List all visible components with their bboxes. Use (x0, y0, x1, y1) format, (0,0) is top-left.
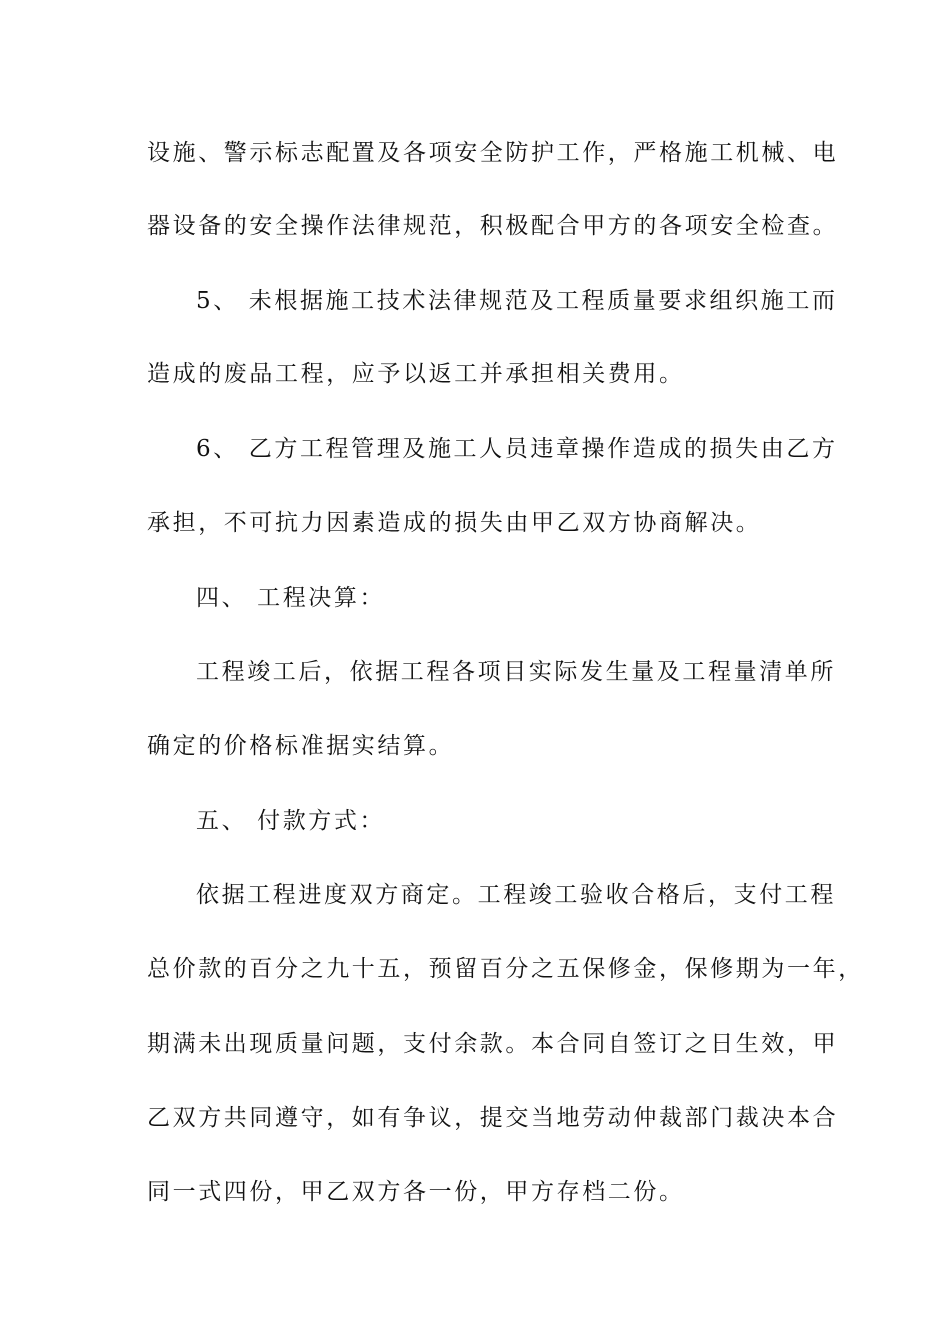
text-line: 器设备的安全操作法律规范，积极配合甲方的各项安全检查。 (147, 213, 839, 239)
text-line: 同一式四份，甲乙双方各一份，甲方存档二份。 (147, 1179, 685, 1205)
text-line: 期满未出现质量问题，支付余款。本合同自签订之日生效，甲 (147, 1031, 839, 1057)
list-item-5: 5、 未根据施工技术法律规范及工程质量要求组织施工而 (196, 288, 838, 314)
text-line: 总价款的百分之九十五，预留百分之五保修金，保修期为一年， (147, 956, 864, 982)
section-heading-payment: 五、 付款方式： (196, 808, 386, 834)
list-item-6: 6、 乙方工程管理及施工人员违章操作造成的损失由乙方 (196, 436, 838, 462)
text-line: 乙双方共同遵守，如有争议，提交当地劳动仲裁部门裁决本合 (147, 1105, 839, 1131)
text-line: 工程竣工后，依据工程各项目实际发生量及工程量清单所 (196, 659, 836, 685)
text-line: 确定的价格标准据实结算。 (147, 733, 455, 759)
text-line: 设施、警示标志配置及各项安全防护工作，严格施工机械、电 (147, 140, 839, 166)
text-line: 依据工程进度双方商定。工程竣工验收合格后，支付工程 (196, 882, 836, 908)
text-line: 造成的废品工程，应予以返工并承担相关费用。 (147, 361, 685, 387)
text-line: 承担，不可抗力因素造成的损失由甲乙双方协商解决。 (147, 510, 762, 536)
section-heading-settlement: 四、 工程决算： (196, 585, 386, 611)
